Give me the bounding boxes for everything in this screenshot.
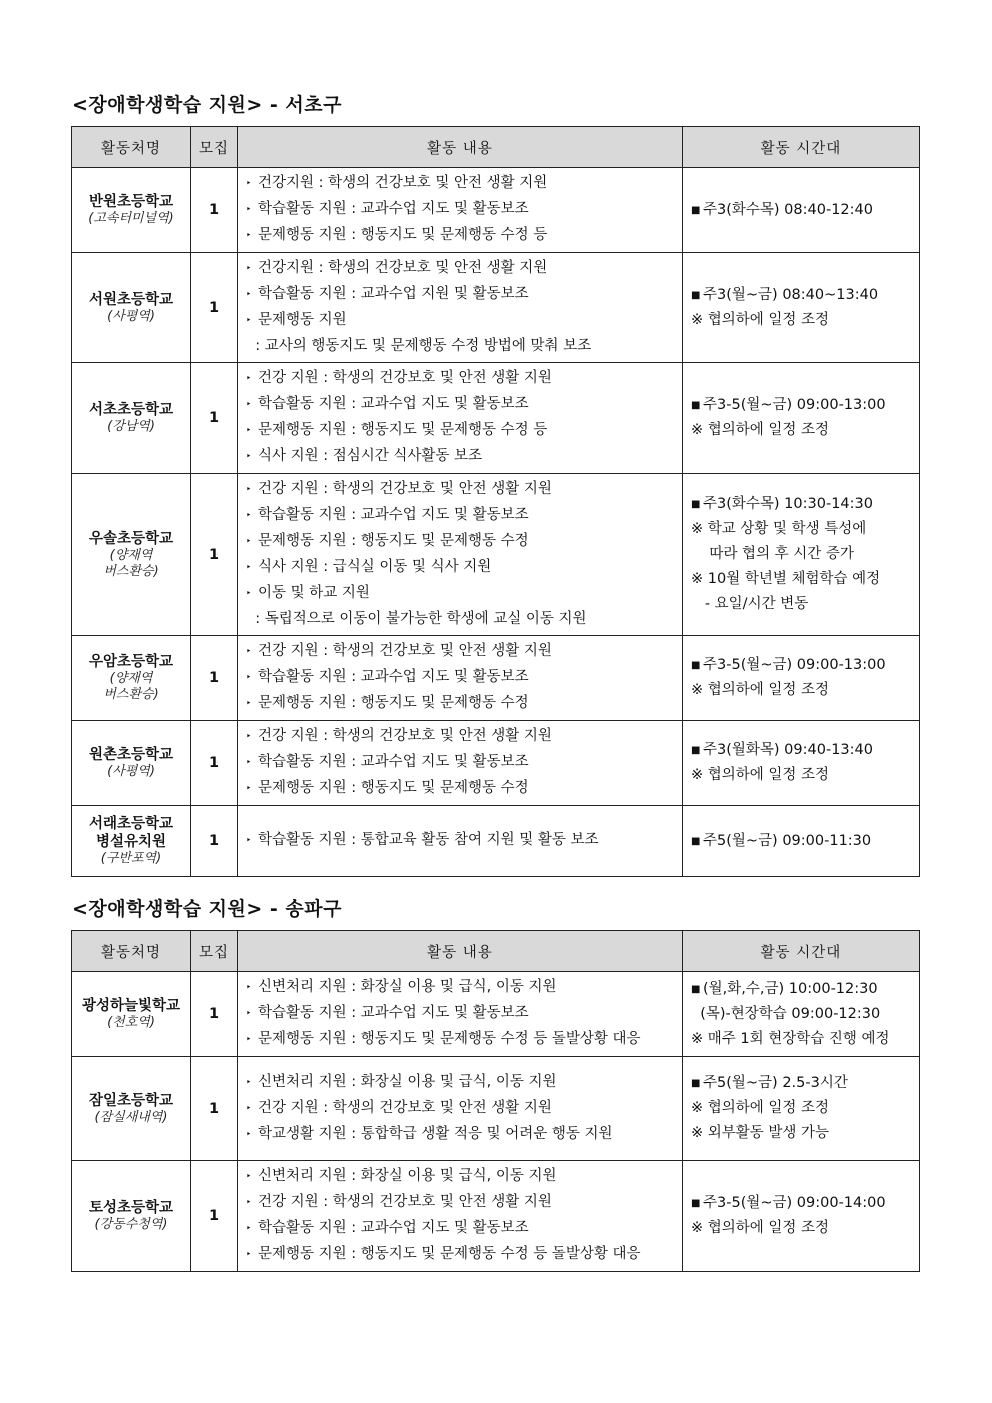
content-text: 학습활동 지원 : 교과수업 지도 및 활동보조 (258, 669, 529, 685)
org-station: (양재역 (109, 671, 153, 686)
org-station: (강동수청역) (94, 1217, 168, 1232)
bullet-icon: ‣ (246, 511, 252, 521)
table-row (72, 972, 920, 1057)
time-text: ※ 10월 학년별 체험학습 예정 (691, 571, 881, 587)
activity-time (683, 474, 920, 636)
content-line (246, 1216, 674, 1242)
org-station: 버스환승) (103, 687, 159, 702)
org-station: (강남역) (107, 419, 155, 434)
time-text: 주5(월~금) 09:00-11:30 (703, 832, 872, 849)
square-bullet-icon: ■ (691, 1198, 701, 1209)
activity-content (238, 168, 683, 253)
time-text: 주3(화수목) 08:40-12:40 (703, 201, 873, 218)
content-text: 학습활동 지원 : 교과수업 지도 및 활동보조 (258, 754, 529, 770)
time-line (691, 1121, 911, 1146)
org-station: (구반포역) (100, 851, 162, 866)
bullet-icon: ‣ (246, 485, 252, 495)
time-line (691, 678, 911, 703)
time-line (691, 1027, 911, 1052)
square-bullet-icon: ■ (691, 289, 701, 301)
content-text: 문제행동 지원 : 행동지도 및 문제행동 수정 등 돌발상황 대응 (258, 1246, 641, 1262)
time-text: ※ 협의하에 일정 조정 (691, 422, 830, 438)
bullet-icon: ‣ (246, 1077, 252, 1088)
content-line (246, 1122, 674, 1148)
content-text: 이동 및 하교 지원 (258, 585, 370, 601)
time-line (691, 738, 911, 763)
table-row (72, 253, 920, 363)
content-text: 학교생활 지원 : 통합학급 생활 적응 및 어려운 행동 지원 (258, 1125, 613, 1142)
time-text: (목)-현장학습 09:00-12:30 (691, 1005, 881, 1022)
time-text: 주3(화수목) 10:30-14:30 (703, 496, 873, 512)
content-text: 건강 지원 : 학생의 건강보호 및 안전 생활 지원 (258, 370, 552, 386)
content-text: 학습활동 지원 : 교과수업 지도 및 활동보조 (258, 201, 529, 217)
bullet-icon: ‣ (246, 983, 252, 993)
org-station: (잠실새내역) (94, 1109, 168, 1125)
time-text: ※ 학교 상황 및 학생 특성에 (691, 521, 867, 537)
content-line (246, 691, 674, 717)
content-line (246, 334, 674, 359)
org-station: (천호역) (107, 1015, 155, 1030)
time-line (691, 542, 911, 567)
content-text: 학습활동 지원 : 교과수업 지원 및 활동보조 (258, 286, 529, 302)
content-text: 문제행동 지원 (258, 312, 347, 328)
content-text: : 독립적으로 이동이 불가능한 학생에 교실 이동 지원 (246, 611, 587, 627)
content-text: 건강 지원 : 학생의 건강보호 및 안전 생활 지원 (258, 643, 552, 659)
table-row (72, 363, 920, 474)
recruit-count: 1 (191, 806, 238, 877)
content-line (246, 171, 674, 197)
content-text: 신변처리 지원 : 화장실 이용 및 급식, 이동 지원 (258, 979, 557, 995)
content-line (246, 607, 674, 632)
activity-table-songpa (71, 930, 920, 1272)
activity-content (238, 806, 683, 877)
recruit-count: 1 (191, 168, 238, 253)
org-cell (72, 363, 191, 474)
bullet-icon: ‣ (246, 699, 252, 709)
activity-content (238, 253, 683, 363)
square-bullet-icon: ■ (691, 400, 701, 411)
bullet-icon: ‣ (246, 1198, 252, 1208)
table-row (72, 1161, 920, 1272)
table-row (72, 721, 920, 806)
content-text: 건강 지원 : 학생의 건강보호 및 안전 생활 지원 (258, 728, 552, 744)
header-content: 활동 내용 (238, 127, 683, 168)
time-text: 주5(월~금) 2.5-3시간 (703, 1075, 848, 1091)
bullet-icon: ‣ (246, 647, 252, 657)
activity-time (683, 168, 920, 253)
content-line (246, 366, 674, 392)
content-text: 문제행동 지원 : 행동지도 및 문제행동 수정 (258, 533, 529, 549)
bullet-icon: ‣ (246, 836, 252, 846)
header-time: 활동 시간대 (683, 127, 920, 168)
time-text: 주3-5(월~금) 09:00-13:00 (703, 397, 886, 413)
content-line (246, 503, 674, 529)
org-name: 토성초등학교 (88, 1200, 174, 1216)
bullet-icon: ‣ (246, 1103, 252, 1114)
bullet-icon: ‣ (246, 1009, 252, 1019)
recruit-count: 1 (191, 363, 238, 474)
org-name: 서래초등학교 (88, 816, 174, 832)
org-name: 서원초등학교 (88, 291, 174, 308)
content-line (246, 529, 674, 555)
bullet-icon: ‣ (246, 400, 252, 410)
content-line (246, 828, 674, 854)
activity-content (238, 474, 683, 636)
org-station: (고속터미널역) (88, 211, 174, 226)
square-bullet-icon: ■ (691, 499, 701, 510)
time-text: ※ 협의하에 일정 조정 (691, 682, 830, 698)
bullet-icon: ‣ (246, 1129, 252, 1140)
time-line (691, 592, 911, 617)
square-bullet-icon: ■ (691, 660, 701, 671)
time-line (691, 1002, 911, 1027)
time-text: ※ 협의하에 일정 조정 (691, 1220, 830, 1236)
activity-table-seocho (71, 126, 920, 877)
bullet-icon: ‣ (246, 231, 252, 241)
content-line (246, 256, 674, 282)
org-cell (72, 721, 191, 806)
header-count: 모집 (191, 931, 238, 972)
content-text: 학습활동 지원 : 교과수업 지도 및 활동보조 (258, 1005, 529, 1021)
org-name: 서초초등학교 (88, 402, 174, 418)
content-line (246, 750, 674, 776)
time-line (691, 418, 911, 443)
org-cell (72, 253, 191, 363)
org-name: 잠일초등학교 (88, 1092, 174, 1109)
section-title-seocho: <장애학생학습 지원> - 서초구 (72, 94, 342, 116)
bullet-icon: ‣ (246, 1224, 252, 1234)
table-row (72, 806, 920, 877)
table-row (72, 474, 920, 636)
org-name: 우암초등학교 (88, 654, 174, 670)
time-line (691, 977, 911, 1002)
activity-content (238, 972, 683, 1057)
content-line (246, 1096, 674, 1122)
content-text: 건강 지원 : 학생의 건강보호 및 안전 생활 지원 (258, 1099, 552, 1116)
time-line (691, 1191, 911, 1216)
bullet-icon: ‣ (246, 732, 252, 742)
bullet-icon: ‣ (246, 1035, 252, 1045)
square-bullet-icon: ■ (691, 204, 701, 216)
bullet-icon: ‣ (246, 290, 252, 300)
content-line (246, 418, 674, 444)
header-content: 활동 내용 (238, 931, 683, 972)
content-line (246, 776, 674, 802)
time-text: 주3(월화목) 09:40-13:40 (703, 742, 873, 758)
content-line (246, 392, 674, 418)
content-text: 신변처리 지원 : 화장실 이용 및 급식, 이동 지원 (258, 1073, 557, 1090)
activity-time (683, 253, 920, 363)
bullet-icon: ‣ (246, 784, 252, 794)
content-line (246, 1001, 674, 1027)
square-bullet-icon: ■ (691, 835, 701, 847)
header-place: 활동처명 (72, 127, 191, 168)
content-text: 신변처리 지원 : 화장실 이용 및 급식, 이동 지원 (258, 1168, 557, 1184)
time-text: 주3(월~금) 08:40~13:40 (703, 286, 879, 303)
org-name: 병설유치원 (95, 834, 167, 850)
time-text: ※ 협의하에 일정 조정 (691, 311, 830, 328)
org-cell (72, 636, 191, 721)
recruit-count: 1 (191, 721, 238, 806)
activity-content (238, 721, 683, 806)
content-line (246, 555, 674, 581)
content-text: 문제행동 지원 : 행동지도 및 문제행동 수정 등 돌발상황 대응 (258, 1031, 641, 1047)
org-cell (72, 168, 191, 253)
bullet-icon: ‣ (246, 374, 252, 384)
square-bullet-icon: ■ (691, 745, 701, 756)
org-name: 반원초등학교 (88, 194, 174, 210)
content-line (246, 1164, 674, 1190)
org-name: 우솔초등학교 (88, 530, 174, 547)
bullet-icon: ‣ (246, 673, 252, 683)
header-time: 활동 시간대 (683, 931, 920, 972)
time-line (691, 653, 911, 678)
time-line (691, 308, 911, 333)
content-line (246, 282, 674, 308)
content-line (246, 223, 674, 249)
content-line (246, 197, 674, 223)
content-text: 학습활동 지원 : 교과수업 지도 및 활동보조 (258, 507, 529, 523)
square-bullet-icon: ■ (691, 1078, 701, 1089)
content-text: 식사 지원 : 급식실 이동 및 식사 지원 (258, 559, 492, 575)
org-cell (72, 474, 191, 636)
org-station: (사평역) (107, 764, 155, 779)
org-station: (사평역) (107, 308, 155, 324)
content-line (246, 975, 674, 1001)
content-text: 건강지원 : 학생의 건강보호 및 안전 생활 지원 (258, 260, 548, 276)
content-text: 건강 지원 : 학생의 건강보호 및 안전 생활 지원 (258, 481, 552, 497)
content-text: 건강지원 : 학생의 건강보호 및 안전 생활 지원 (258, 175, 548, 191)
bullet-icon: ‣ (246, 563, 252, 573)
bullet-icon: ‣ (246, 205, 252, 215)
time-text: ※ 매주 1회 현장학습 진행 예정 (691, 1030, 890, 1047)
table-row (72, 1057, 920, 1161)
time-line (691, 1071, 911, 1096)
bullet-icon: ‣ (246, 758, 252, 768)
content-text: 문제행동 지원 : 행동지도 및 문제행동 수정 (258, 780, 529, 796)
recruit-count: 1 (191, 1057, 238, 1161)
content-line (246, 308, 674, 334)
time-text: 따라 협의 후 시간 증가 (691, 546, 854, 562)
header-count: 모집 (191, 127, 238, 168)
content-text: 문제행동 지원 : 행동지도 및 문제행동 수정 (258, 695, 529, 711)
content-text: 학습활동 지원 : 교과수업 지도 및 활동보조 (258, 1220, 529, 1236)
content-line (246, 1190, 674, 1216)
bullet-icon: ‣ (246, 179, 252, 189)
time-line (691, 1096, 911, 1121)
activity-content (238, 1057, 683, 1161)
activity-content (238, 1161, 683, 1272)
activity-time (683, 721, 920, 806)
org-cell (72, 1057, 191, 1161)
recruit-count: 1 (191, 972, 238, 1057)
bullet-icon: ‣ (246, 264, 252, 274)
recruit-count: 1 (191, 253, 238, 363)
time-line (691, 283, 911, 308)
table-row (72, 168, 920, 253)
org-cell (72, 806, 191, 877)
bullet-icon: ‣ (246, 452, 252, 462)
org-name: 광성하늘빛학교 (81, 998, 181, 1014)
activity-time (683, 806, 920, 877)
bullet-icon: ‣ (246, 1250, 252, 1260)
org-cell (72, 1161, 191, 1272)
content-text: 학습활동 지원 : 교과수업 지도 및 활동보조 (258, 396, 529, 412)
content-text: 건강 지원 : 학생의 건강보호 및 안전 생활 지원 (258, 1194, 552, 1210)
time-text: - 요일/시간 변동 (691, 596, 809, 612)
time-line (691, 198, 911, 223)
bullet-icon: ‣ (246, 537, 252, 547)
content-line (246, 639, 674, 665)
square-bullet-icon: ■ (691, 983, 701, 995)
time-text: 주3-5(월~금) 09:00-13:00 (703, 657, 886, 673)
time-text: 주3-5(월~금) 09:00-14:00 (703, 1195, 886, 1211)
time-line (691, 567, 911, 592)
activity-time (683, 972, 920, 1057)
bullet-icon: ‣ (246, 1172, 252, 1182)
content-line (246, 477, 674, 503)
content-line (246, 724, 674, 750)
recruit-count: 1 (191, 474, 238, 636)
activity-time (683, 1057, 920, 1161)
org-cell (72, 972, 191, 1057)
bullet-icon: ‣ (246, 316, 252, 326)
content-line (246, 1027, 674, 1053)
time-line (691, 829, 911, 854)
org-station: 버스환승) (103, 563, 159, 579)
content-line (246, 1070, 674, 1096)
time-text: (월,화,수,금) 10:00-12:30 (703, 980, 878, 997)
bullet-icon: ‣ (246, 589, 252, 599)
content-text: 문제행동 지원 : 행동지도 및 문제행동 수정 등 (258, 227, 548, 243)
time-text: ※ 외부활동 발생 가능 (691, 1125, 830, 1141)
content-text: : 교사의 행동지도 및 문제행동 수정 방법에 맞춰 보조 (246, 338, 592, 354)
content-line (246, 581, 674, 607)
bullet-icon: ‣ (246, 426, 252, 436)
org-station: (양재역 (109, 547, 153, 563)
table-row (72, 636, 920, 721)
time-line (691, 393, 911, 418)
content-line (246, 665, 674, 691)
activity-content (238, 636, 683, 721)
activity-time (683, 1161, 920, 1272)
content-text: 식사 지원 : 점심시간 식사활동 보조 (258, 448, 483, 464)
content-line (246, 444, 674, 470)
content-text: 문제행동 지원 : 행동지도 및 문제행동 수정 등 (258, 422, 548, 438)
section-title-songpa: <장애학생학습 지원> - 송파구 (72, 898, 342, 920)
time-text: ※ 협의하에 일정 조정 (691, 767, 830, 783)
time-line (691, 763, 911, 788)
recruit-count: 1 (191, 636, 238, 721)
activity-time (683, 636, 920, 721)
time-line (691, 1216, 911, 1241)
recruit-count: 1 (191, 1161, 238, 1272)
header-place: 활동처명 (72, 931, 191, 972)
org-name: 원촌초등학교 (88, 747, 174, 763)
content-line (246, 1242, 674, 1268)
time-text: ※ 협의하에 일정 조정 (691, 1100, 830, 1116)
time-line (691, 517, 911, 542)
activity-content (238, 363, 683, 474)
content-text: 학습활동 지원 : 통합교육 활동 참여 지원 및 활동 보조 (258, 832, 599, 848)
activity-time (683, 363, 920, 474)
time-line (691, 492, 911, 517)
